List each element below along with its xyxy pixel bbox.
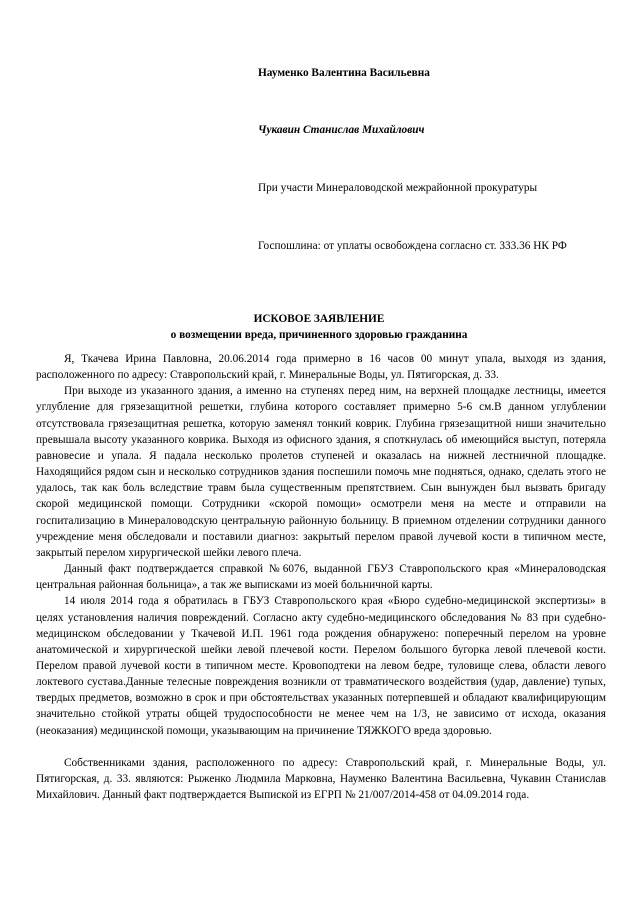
state-fee-note: Госпошлина: от уплаты освобождена согласно ст. 333.36 НК РФ [258, 240, 567, 252]
prosecutor-participation: При участи Минераловодской межрайонной прокуратуры [258, 182, 538, 194]
paragraph-forensic-exam: 14 июля 2014 года я обратилась в ГБУЗ Ставропольского края «Бюро судебно-медицинской экспертизы» в целях установления наличия повреждений. Согласно акту судебно-медицинского обследования № 83 при судебно-медицинском обследовании у Ткачевой И.П. 1961 года рождения обнаружено: поперечный перелом на уровне анатомической и хирургической шейки левой плечевой кости. Перелом большого бугорка левой плечевой кости. Перелом правой лучевой кости в типичном месте. Кровоподтеки на левом бедре, туловище слева, области левого локтевого сустава.Данные телесные повреждения возникли от травматического воздействия (удар, давление) тупых, твердых предметов, возможно в срок и при обстоятельствах указанных потерпевшей и обладают квалифицирующим значительно стойкой утраты общей трудоспособности не менее чем на 1/3, не зависимо от исхода, оказания (неоказания) медицинской помощи, указывающим на причинение ТЯЖКОГО вреда здоровью. [36, 595, 606, 737]
paragraph-circumstances: При выходе из указанного здания, а именно на ступенях перед ним, на верхней площадке лестницы, имеется углубление для грязезащитной решетки, глубина которого составляет примерно 5-6 см.В данном углублении отсутствовала грязезащитная решетка, которую заменял тонкий коврик. Глубина грязезащитной ниши значительно превышала высоту указанного коврика. Выходя из офисного здания, я споткнулась об имеющийся выступ, потеряла равновесие и упала. Я падала несколько пролетов ступеней и оказалась на нижней лестничной площадке. Находящийся рядом сын и несколько сотрудников здания поспешили помочь мне подняться, однако, сделать этого не удалось, так как боль вследствие травм была существенным препятствием. Сын вынужден был вызвать бригаду скорой медицинской помощи. Сотрудники «скорой помощи» осмотрели меня на месте и отправили на госпитализацию в Минераловодскую центральную районную больницу. В приемном отделении сотрудники данного учреждение меня обследовали и поставили диагноз: закрытый перелом правой лучевой кости в типичном месте, закрытый перелом хирургической шейки левого плеча. [36, 385, 606, 559]
defendant1-name: Науменко Валентина Васильевна [258, 67, 430, 79]
document-title: ИСКОВОЕ ЗАЯВЛЕНИЕ [253, 313, 385, 325]
paragraph-certificate: Данный факт подтверждается справкой №6076, выданной ГБУЗ Ставропольского края «Минераловодская центральная районная больница», а так же выписками из моей больничной карты. [36, 563, 606, 592]
claim-body [36, 351, 606, 803]
document-subtitle: о возмещении вреда, причиненного здоровью гражданина [170, 329, 468, 341]
defendant2-name: Чукавин Станислав Михайлович [258, 124, 425, 136]
paragraph-owners: Собственниками здания, расположенного по адресу: Ставропольский край, г. Минеральные Воды, ул. Пятигорская, д. 33. являются: Рыженко Людмила Марковна, Науменко Валентина Васильевна, Чукавин Станислав Михайлович. Данный факт подтверждается Выпиской из ЕГРП № 21/007/2014-458 от 04.09.2014 года. [36, 756, 606, 802]
paragraph-incident: Я, Ткачева Ирина Павловна, 20.06.2014 года примерно в 16 часов 00 минут упала, выходя из здания, расположенного по адресу: Ставропольский край, г. Минеральные Воды, ул. Пятигорская, д. 33. [36, 353, 606, 382]
